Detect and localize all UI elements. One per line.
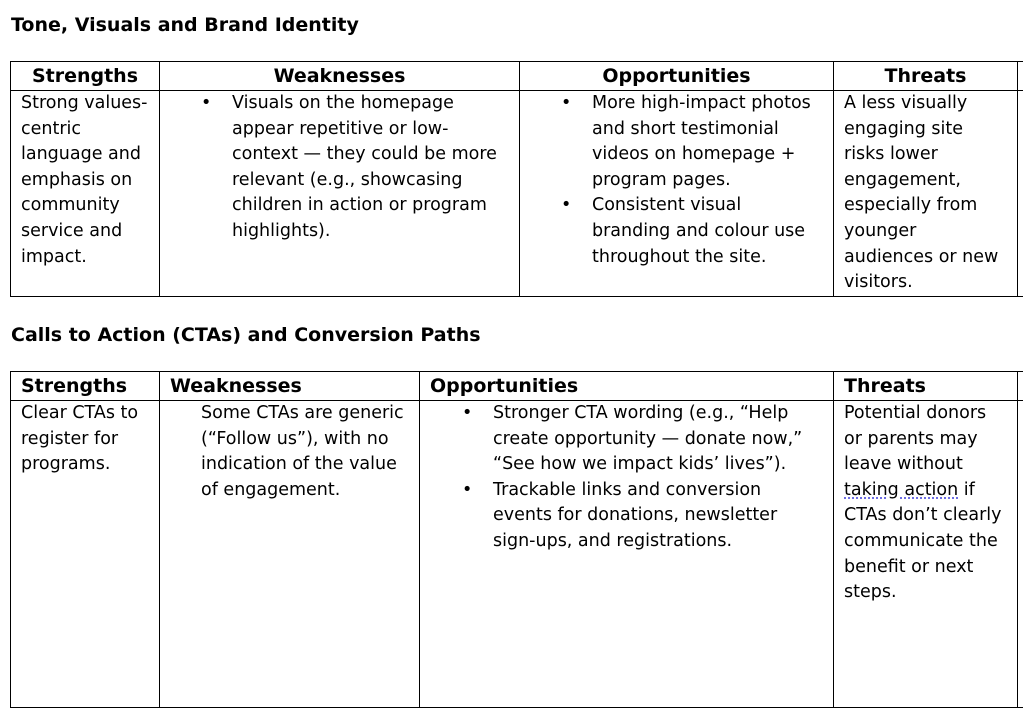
strengths-text: Strong values-centric language and emphasis on community service and impact. — [21, 93, 148, 267]
section-title-ctas: Calls to Action (CTAs) and Conversion Paths — [11, 324, 481, 346]
header-threats: Threats — [834, 372, 1018, 401]
strengths-text: Clear CTAs to register for programs. — [21, 403, 139, 475]
overflow-column-cell — [1018, 401, 1023, 708]
list-item: • Visuals on the homepage appear repetitive or low-context — they could be more relevant (e.g., showcasing children in action or program highlights). — [232, 91, 509, 245]
header-strengths: Strengths — [11, 62, 160, 91]
header-opportunities: Opportunities — [420, 372, 834, 401]
swot-table-tone-visuals — [10, 61, 1023, 297]
cell-opportunities — [420, 401, 834, 708]
cell-opportunities — [520, 91, 834, 297]
table-header-row — [11, 372, 1023, 401]
header-overflow-column — [1018, 62, 1023, 91]
header-weaknesses: Weaknesses — [160, 62, 520, 91]
opportunities-list — [530, 91, 823, 270]
table-row — [11, 91, 1023, 297]
header-opportunities: Opportunities — [520, 62, 834, 91]
overflow-column-cell — [1018, 91, 1023, 297]
header-weaknesses: Weaknesses — [160, 372, 420, 401]
weaknesses-text: Some CTAs are generic (“Follow us”), with no indication of the value of engagement. — [201, 403, 404, 500]
swot-table-ctas — [10, 371, 1023, 708]
opportunities-list — [430, 401, 823, 555]
header-strengths: Strengths — [11, 372, 160, 401]
cell-strengths — [11, 91, 160, 297]
cell-strengths — [11, 401, 160, 708]
table-header-row — [11, 62, 1023, 91]
list-item: • More high-impact photos and short testimonial videos on homepage + program pages. — [592, 91, 823, 193]
threats-text-after: if CTAs don’t clearly communicate the benefit or next steps. — [844, 479, 1002, 603]
threats-text-before: Potential donors or parents may leave without — [844, 403, 987, 475]
cell-threats — [834, 401, 1018, 708]
header-threats: Threats — [834, 62, 1018, 91]
threats-text — [844, 401, 1007, 606]
table-row — [11, 401, 1023, 708]
cell-threats — [834, 91, 1018, 297]
cell-weaknesses — [160, 91, 520, 297]
header-overflow-column — [1018, 372, 1023, 401]
weaknesses-list — [170, 91, 509, 245]
threats-text: A less visually engaging site risks lower engagement, especially from younger audiences or new visitors. — [844, 93, 999, 293]
list-item: • Stronger CTA wording (e.g., “Help create opportunity — donate now,” “See how we impact kids’ lives”). — [493, 401, 823, 478]
section-title-tone-visuals: Tone, Visuals and Brand Identity — [11, 14, 359, 36]
cell-weaknesses — [160, 401, 420, 708]
list-item: • Trackable links and conversion events for donations, newsletter sign-ups, and registrations. — [493, 478, 823, 555]
list-item: • Consistent visual branding and colour use throughout the site. — [592, 193, 823, 270]
grammar-flagged-phrase[interactable]: taking action — [844, 479, 959, 500]
